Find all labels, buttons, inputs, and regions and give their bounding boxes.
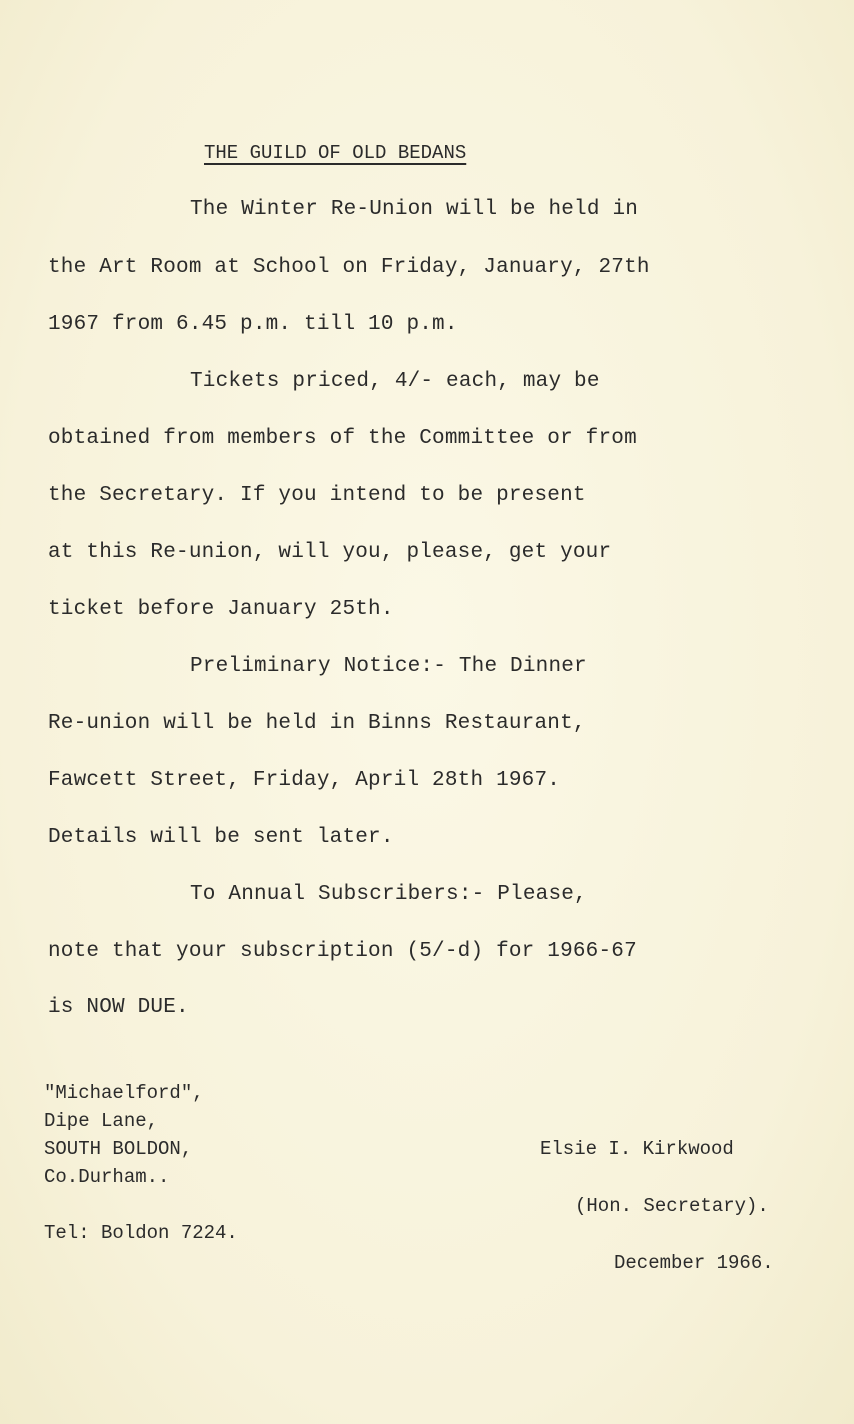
- address-county: Co.Durham..: [44, 1166, 170, 1188]
- body-line: Details will be sent later.: [48, 826, 394, 849]
- body-line: ticket before January 25th.: [48, 598, 394, 621]
- body-line: Tickets priced, 4/- each, may be: [190, 370, 600, 393]
- document-title: THE GUILD OF OLD BEDANS: [204, 142, 467, 164]
- signature-name: Elsie I. Kirkwood: [540, 1138, 734, 1160]
- body-line: To Annual Subscribers:- Please,: [190, 883, 587, 906]
- body-line: is NOW DUE.: [48, 996, 189, 1019]
- address-street: Dipe Lane,: [44, 1110, 159, 1132]
- body-line: the Art Room at School on Friday, January, 27th: [48, 256, 650, 279]
- address-house: "Michaelford",: [44, 1082, 204, 1104]
- body-line: the Secretary. If you intend to be present: [48, 484, 586, 507]
- body-line: note that your subscription (5/-d) for 1966-67: [48, 940, 637, 963]
- body-line: 1967 from 6.45 p.m. till 10 p.m.: [48, 313, 458, 336]
- body-line: Re-union will be held in Binns Restaurant,: [48, 712, 586, 735]
- address-town: SOUTH BOLDON,: [44, 1138, 193, 1160]
- address-telephone: Tel: Boldon 7224.: [44, 1222, 238, 1244]
- signature-role: (Hon. Secretary).: [575, 1195, 769, 1217]
- body-line: Preliminary Notice:- The Dinner: [190, 655, 587, 678]
- body-line: Fawcett Street, Friday, April 28th 1967.: [48, 769, 561, 792]
- body-line: at this Re-union, will you, please, get your: [48, 541, 612, 564]
- letter-date: December 1966.: [614, 1252, 774, 1274]
- body-line: obtained from members of the Committee or from: [48, 427, 637, 450]
- body-line: The Winter Re-Union will be held in: [190, 198, 639, 221]
